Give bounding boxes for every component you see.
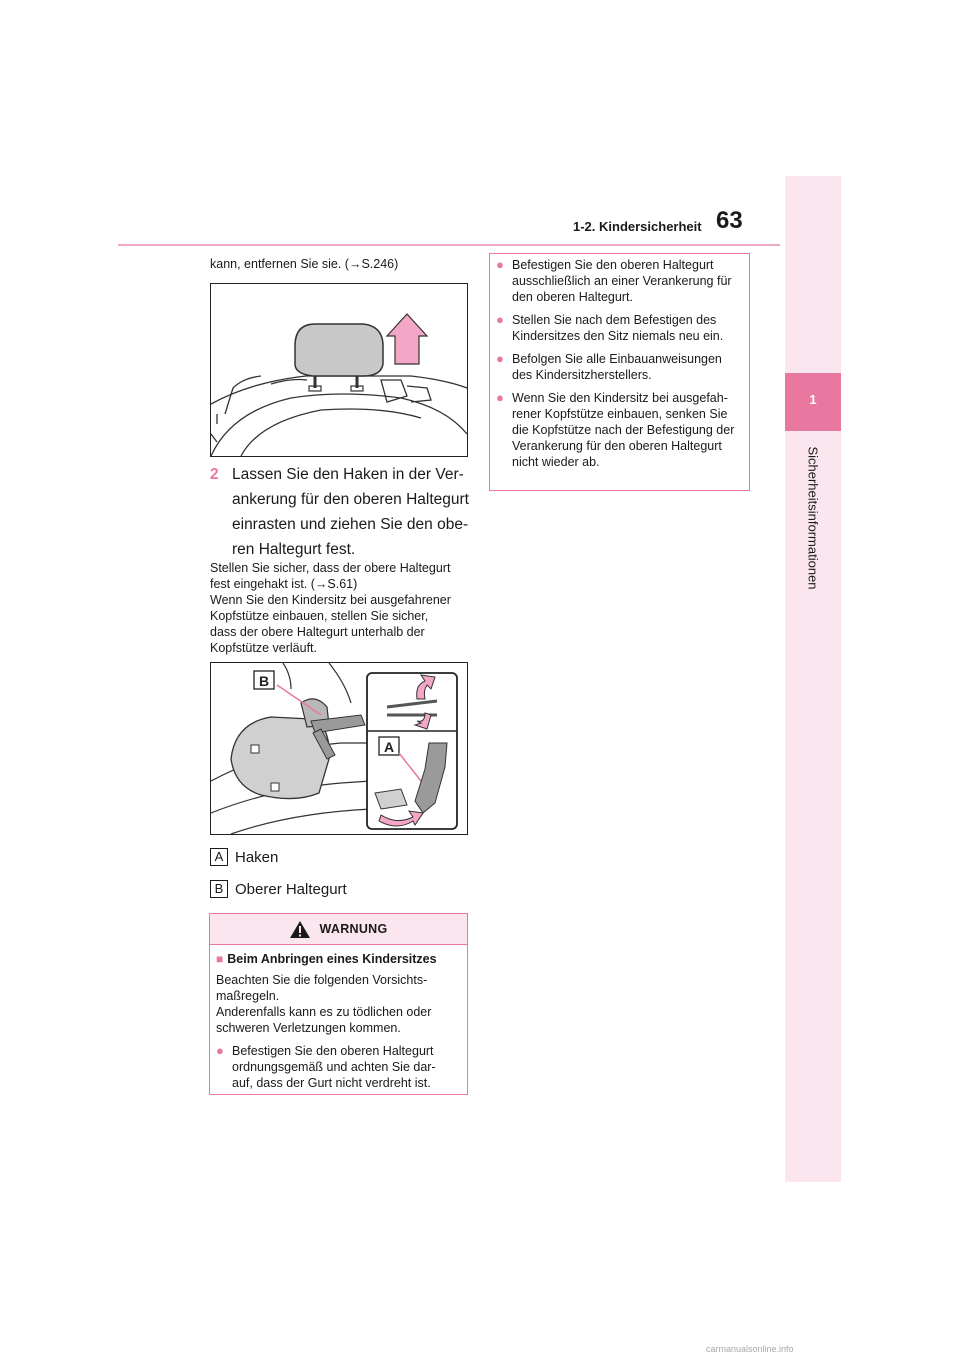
legend-key-b: B — [210, 880, 228, 898]
legend-row-b — [210, 879, 347, 899]
section-title: 1-2. Kindersicherheit — [573, 219, 702, 234]
warning-header — [210, 914, 467, 945]
headrest-drawing — [211, 284, 467, 456]
step-note-line: Kopfstütze verläuft. — [210, 641, 318, 655]
chapter-label: Sicherheitsinformationen — [805, 446, 821, 590]
page-number: 63 — [716, 207, 743, 234]
headrest-illustration — [210, 283, 468, 457]
legend-key-a: A — [210, 848, 228, 866]
bullet-line: den oberen Haltegurt. — [512, 290, 633, 304]
warning-box — [209, 913, 468, 1095]
bullet-line: rener Kopfstütze einbauen, senken Sie — [512, 407, 728, 421]
continuation-bullet — [496, 312, 741, 344]
legend-text-b: Oberer Haltegurt — [235, 880, 347, 898]
circle-bullet-icon: ● — [216, 1043, 224, 1058]
legend-row-a — [210, 847, 278, 867]
warning-icon — [289, 920, 311, 939]
circle-bullet-icon: ● — [496, 390, 504, 405]
bullet-line: auf, dass der Gurt nicht verdreht ist. — [232, 1076, 431, 1090]
warning-body — [210, 945, 467, 1091]
warning-paragraph-line: Anderenfalls kann es zu tödlichen oder — [216, 1005, 432, 1019]
step-line: ankerung für den oberen Haltegurt — [232, 491, 469, 508]
warning-paragraph — [216, 972, 461, 1036]
warning-subheading — [216, 951, 461, 967]
bullet-line: Befestigen Sie den oberen Haltegurt — [512, 258, 714, 272]
bullet-line: Befolgen Sie alle Einbauanweisungen — [512, 352, 722, 366]
step-note-line: Stellen Sie sicher, dass der obere Haltegurt — [210, 561, 451, 575]
step-number: 2 — [210, 466, 219, 483]
continuation-bullet — [496, 351, 741, 383]
bullet-line: Wenn Sie den Kindersitz bei ausgefah- — [512, 391, 728, 405]
step-note-line: Kopfstütze einbauen, stellen Sie sicher, — [210, 609, 429, 623]
warning-paragraph-line: schweren Verletzungen kommen. — [216, 1021, 401, 1035]
step-2 — [210, 462, 472, 562]
step-line: Lassen Sie den Haken in der Ver- — [232, 466, 464, 483]
legend-text-a: Haken — [235, 848, 279, 866]
tether-drawing — [211, 663, 467, 834]
chapter-number: 1 — [809, 392, 817, 407]
bullet-line: Befestigen Sie den oberen Haltegurt — [232, 1044, 434, 1058]
bullet-line: Verankerung für den oberen Haltegurt — [512, 439, 722, 453]
warning-bullet — [216, 1043, 461, 1091]
tether-illustration — [210, 662, 468, 835]
step-note-line: dass der obere Haltegurt unterhalb der — [210, 625, 425, 639]
continuation-bullet — [496, 257, 741, 305]
label-b-text: B — [258, 673, 270, 689]
circle-bullet-icon: ● — [496, 312, 504, 327]
step-note-line: fest eingehakt ist. (→S.61) — [210, 577, 358, 591]
warning-subheading-text: Beim Anbringen eines Kindersitzes — [227, 952, 437, 966]
intro-text: kann, entfernen Sie sie. (→S.246) — [210, 257, 399, 271]
warning-paragraph-line: maßregeln. — [216, 989, 280, 1003]
step-line: einrasten und ziehen Sie den obe- — [232, 516, 469, 533]
bullet-line: Kindersitzes den Sitz niemals neu ein. — [512, 329, 724, 343]
header-rule — [118, 244, 780, 246]
warning-continuation-box — [489, 253, 750, 491]
circle-bullet-icon: ● — [496, 351, 504, 366]
square-bullet-icon: ■ — [216, 952, 224, 966]
warning-paragraph-line: Beachten Sie die folgenden Vorsichts- — [216, 973, 428, 987]
chapter-tab-strip — [785, 176, 841, 1182]
bullet-line: Stellen Sie nach dem Befestigen des — [512, 313, 717, 327]
continuation-bullet — [496, 390, 741, 470]
circle-bullet-icon: ● — [496, 257, 504, 272]
bullet-line: des Kindersitzherstellers. — [512, 368, 652, 382]
bullet-line: ordnungsgemäß und achten Sie dar- — [232, 1060, 436, 1074]
bullet-line: nicht wieder ab. — [512, 455, 600, 469]
bullet-line: ausschließlich an einer Verankerung für — [512, 274, 732, 288]
step-note-line: Wenn Sie den Kindersitz bei ausgefahrener — [210, 593, 451, 607]
watermark: carmanualsonline.info — [706, 1344, 794, 1354]
warning-title: WARNUNG — [319, 922, 388, 936]
label-a-text: A — [383, 739, 395, 755]
step-note — [210, 560, 472, 656]
step-line: ren Haltegurt fest. — [232, 541, 356, 558]
bullet-line: die Kopfstütze nach der Befestigung der — [512, 423, 735, 437]
